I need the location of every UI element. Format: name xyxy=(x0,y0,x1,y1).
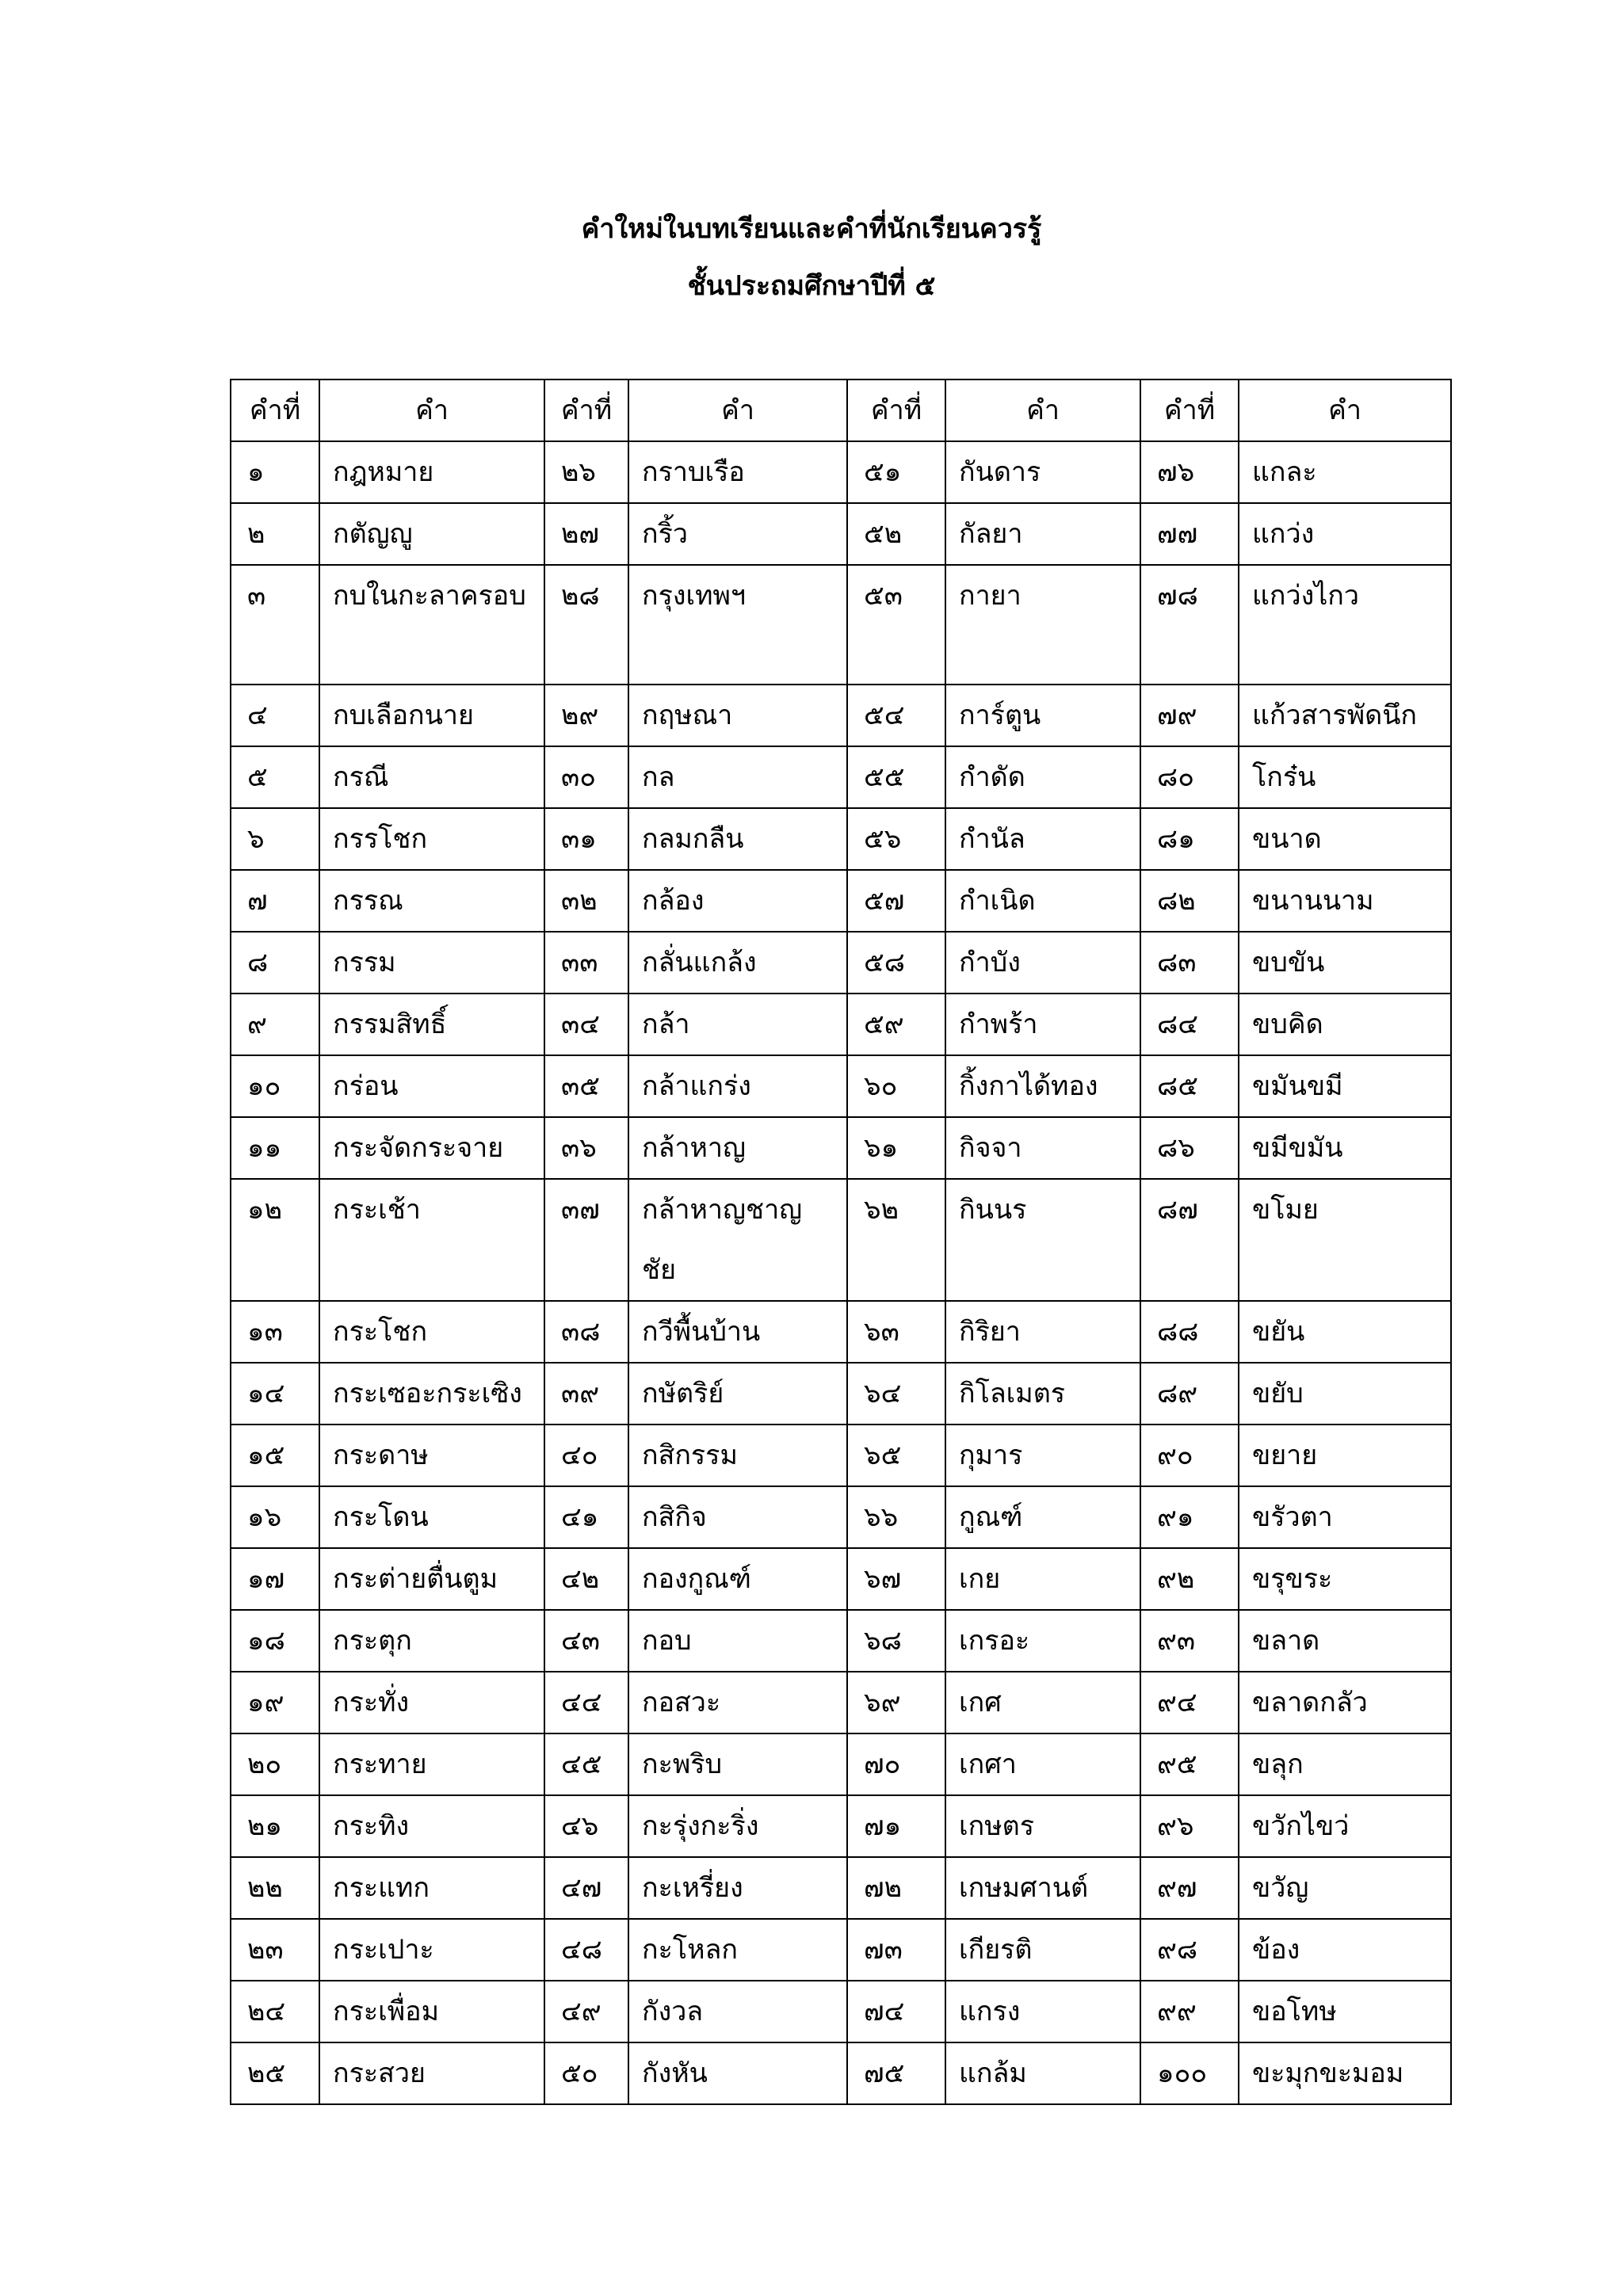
vocabulary-word: ขอโทษ xyxy=(1239,1981,1451,2042)
word-number: ๔๖ xyxy=(544,1795,628,1857)
table-row xyxy=(231,1055,1451,1117)
vocabulary-word: กระทิง xyxy=(319,1795,544,1857)
column-header-word: คำ xyxy=(628,379,847,441)
word-number: ๘๔ xyxy=(1140,994,1239,1055)
word-number: ๖๘ xyxy=(847,1610,945,1672)
vocabulary-word: กระเพื่อม xyxy=(319,1981,544,2042)
word-number: ๓๒ xyxy=(544,870,628,932)
vocabulary-word: กรุงเทพฯ xyxy=(628,565,847,685)
vocabulary-word: เกย xyxy=(945,1548,1140,1610)
word-number: ๖ xyxy=(231,808,319,870)
table-row xyxy=(231,1981,1451,2042)
vocabulary-word: กำพร้า xyxy=(945,994,1140,1055)
vocabulary-word: ขนานนาม xyxy=(1239,870,1451,932)
word-number: ๗๐ xyxy=(847,1733,945,1795)
word-number: ๙๖ xyxy=(1140,1795,1239,1857)
word-number: ๑๔ xyxy=(231,1363,319,1425)
vocabulary-word: กรณี xyxy=(319,746,544,808)
vocabulary-word: กริ้ว xyxy=(628,503,847,565)
word-number: ๕๙ xyxy=(847,994,945,1055)
vocabulary-word: กระต่ายตื่นตูม xyxy=(319,1548,544,1610)
table-row xyxy=(231,1548,1451,1610)
vocabulary-word: เกียรติ xyxy=(945,1919,1140,1981)
word-number: ๗๑ xyxy=(847,1795,945,1857)
page-subtitle: ชั้นประถมศึกษาปีที่ ๕ xyxy=(687,270,936,302)
vocabulary-word: กระสวย xyxy=(319,2042,544,2104)
word-number: ๒๒ xyxy=(231,1857,319,1919)
word-number: ๖๗ xyxy=(847,1548,945,1610)
word-number: ๓๐ xyxy=(544,746,628,808)
word-number: ๒๑ xyxy=(231,1795,319,1857)
vocabulary-word: กระเซอะกระเซิง xyxy=(319,1363,544,1425)
word-number: ๑๘ xyxy=(231,1610,319,1672)
vocabulary-word: กสิกรรม xyxy=(628,1425,847,1486)
word-number: ๑๐๐ xyxy=(1140,2042,1239,2104)
vocabulary-word: กองกูณฑ์ xyxy=(628,1548,847,1610)
vocabulary-word: กระเช้า xyxy=(319,1179,544,1301)
word-number: ๑ xyxy=(231,441,319,503)
vocabulary-word: ขรุขระ xyxy=(1239,1548,1451,1610)
word-number: ๙๗ xyxy=(1140,1857,1239,1919)
vocabulary-word: กบเลือกนาย xyxy=(319,685,544,746)
column-header-number: คำที่ xyxy=(1140,379,1239,441)
word-number: ๒๐ xyxy=(231,1733,319,1795)
word-number: ๓๑ xyxy=(544,808,628,870)
vocabulary-word: กลมกลืน xyxy=(628,808,847,870)
table-row xyxy=(231,1486,1451,1548)
word-number: ๓๕ xyxy=(544,1055,628,1117)
word-number: ๗๓ xyxy=(847,1919,945,1981)
vocabulary-word: ขลุก xyxy=(1239,1733,1451,1795)
vocabulary-word: ขลาดกลัว xyxy=(1239,1672,1451,1733)
vocabulary-word: กษัตริย์ xyxy=(628,1363,847,1425)
vocabulary-word: กระทั่ง xyxy=(319,1672,544,1733)
vocabulary-word: กรรม xyxy=(319,932,544,994)
vocabulary-word: กรรณ xyxy=(319,870,544,932)
vocabulary-word: เกษตร xyxy=(945,1795,1140,1857)
word-number: ๘๒ xyxy=(1140,870,1239,932)
vocabulary-word: ขมีขมัน xyxy=(1239,1117,1451,1179)
vocabulary-word: กังวล xyxy=(628,1981,847,2042)
vocabulary-word: กรรมสิทธิ์ xyxy=(319,994,544,1055)
column-header-word: คำ xyxy=(319,379,544,441)
vocabulary-word: กังหัน xyxy=(628,2042,847,2104)
vocabulary-word: กิริยา xyxy=(945,1301,1140,1363)
vocabulary-word: เกศา xyxy=(945,1733,1140,1795)
word-number: ๓๔ xyxy=(544,994,628,1055)
vocabulary-table xyxy=(230,379,1452,2105)
word-number: ๒๔ xyxy=(231,1981,319,2042)
table-row xyxy=(231,565,1451,685)
word-number: ๕๓ xyxy=(847,565,945,685)
vocabulary-word: กล้อง xyxy=(628,870,847,932)
vocabulary-word: ขะมุกขะมอม xyxy=(1239,2042,1451,2104)
table-row xyxy=(231,685,1451,746)
table-row xyxy=(231,1857,1451,1919)
word-number: ๙๐ xyxy=(1140,1425,1239,1486)
word-number: ๕๒ xyxy=(847,503,945,565)
word-number: ๘๙ xyxy=(1140,1363,1239,1425)
table-row xyxy=(231,1425,1451,1486)
vocabulary-word: แก้วสารพัดนึก xyxy=(1239,685,1451,746)
table-header-row xyxy=(231,379,1451,441)
word-number: ๘๐ xyxy=(1140,746,1239,808)
vocabulary-word: กำบัง xyxy=(945,932,1140,994)
word-number: ๖๖ xyxy=(847,1486,945,1548)
vocabulary-word: ข้อง xyxy=(1239,1919,1451,1981)
word-number: ๓๙ xyxy=(544,1363,628,1425)
vocabulary-word: กิจจา xyxy=(945,1117,1140,1179)
word-number: ๘ xyxy=(231,932,319,994)
column-header-word: คำ xyxy=(945,379,1140,441)
word-number: ๙๓ xyxy=(1140,1610,1239,1672)
word-number: ๖๔ xyxy=(847,1363,945,1425)
vocabulary-word: กะเหรี่ยง xyxy=(628,1857,847,1919)
word-number: ๔๒ xyxy=(544,1548,628,1610)
word-number: ๒๘ xyxy=(544,565,628,685)
word-number: ๔๑ xyxy=(544,1486,628,1548)
word-number: ๔๕ xyxy=(544,1733,628,1795)
word-number: ๘๓ xyxy=(1140,932,1239,994)
table-row xyxy=(231,2042,1451,2104)
word-number: ๕๗ xyxy=(847,870,945,932)
vocabulary-word: กำเนิด xyxy=(945,870,1140,932)
table-row xyxy=(231,1919,1451,1981)
word-number: ๒๖ xyxy=(544,441,628,503)
word-number: ๖๑ xyxy=(847,1117,945,1179)
word-number: ๕๖ xyxy=(847,808,945,870)
vocabulary-word: ขรัวตา xyxy=(1239,1486,1451,1548)
word-number: ๗๘ xyxy=(1140,565,1239,685)
word-number: ๔๙ xyxy=(544,1981,628,2042)
table-row xyxy=(231,1363,1451,1425)
word-number: ๙๙ xyxy=(1140,1981,1239,2042)
word-number: ๗๔ xyxy=(847,1981,945,2042)
vocabulary-word: ขมันขมี xyxy=(1239,1055,1451,1117)
table-row xyxy=(231,441,1451,503)
table-row xyxy=(231,1672,1451,1733)
vocabulary-word: เกษมศานต์ xyxy=(945,1857,1140,1919)
word-number: ๗๖ xyxy=(1140,441,1239,503)
word-number: ๕๘ xyxy=(847,932,945,994)
vocabulary-word: กระเปาะ xyxy=(319,1919,544,1981)
vocabulary-word: กรรโชก xyxy=(319,808,544,870)
word-number: ๙๕ xyxy=(1140,1733,1239,1795)
vocabulary-word: ขลาด xyxy=(1239,1610,1451,1672)
vocabulary-word: กัลยา xyxy=(945,503,1140,565)
word-number: ๙๘ xyxy=(1140,1919,1239,1981)
vocabulary-word: กอบ xyxy=(628,1610,847,1672)
vocabulary-word: กล้าหาญชาญชัย xyxy=(628,1179,847,1301)
column-header-number: คำที่ xyxy=(847,379,945,441)
vocabulary-word: กิ้งกาได้ทอง xyxy=(945,1055,1140,1117)
word-number: ๓ xyxy=(231,565,319,685)
word-number: ๑๖ xyxy=(231,1486,319,1548)
vocabulary-word: กระโดน xyxy=(319,1486,544,1548)
word-number: ๑๒ xyxy=(231,1179,319,1301)
word-number: ๔๔ xyxy=(544,1672,628,1733)
vocabulary-word: ขยัน xyxy=(1239,1301,1451,1363)
table-row xyxy=(231,1610,1451,1672)
vocabulary-word: แกล้ม xyxy=(945,2042,1140,2104)
word-number: ๒๕ xyxy=(231,2042,319,2104)
word-number: ๕๕ xyxy=(847,746,945,808)
word-number: ๔๗ xyxy=(544,1857,628,1919)
vocabulary-word: ขวักไขว่ xyxy=(1239,1795,1451,1857)
word-number: ๙ xyxy=(231,994,319,1055)
column-header-number: คำที่ xyxy=(231,379,319,441)
word-number: ๙๒ xyxy=(1140,1548,1239,1610)
vocabulary-word: กระจัดกระจาย xyxy=(319,1117,544,1179)
vocabulary-word: กวีพื้นบ้าน xyxy=(628,1301,847,1363)
vocabulary-word: กล้าแกร่ง xyxy=(628,1055,847,1117)
vocabulary-word: ขวัญ xyxy=(1239,1857,1451,1919)
word-number: ๑๑ xyxy=(231,1117,319,1179)
word-number: ๑๕ xyxy=(231,1425,319,1486)
vocabulary-word: กตัญญู xyxy=(319,503,544,565)
word-number: ๗ xyxy=(231,870,319,932)
vocabulary-word: ขยาย xyxy=(1239,1425,1451,1486)
vocabulary-word: กระดาษ xyxy=(319,1425,544,1486)
table-row xyxy=(231,1733,1451,1795)
word-number: ๔๘ xyxy=(544,1919,628,1981)
vocabulary-word: กะรุ่งกะริ่ง xyxy=(628,1795,847,1857)
word-number: ๔๓ xyxy=(544,1610,628,1672)
vocabulary-word: กล้า xyxy=(628,994,847,1055)
column-header-number: คำที่ xyxy=(544,379,628,441)
word-number: ๑๙ xyxy=(231,1672,319,1733)
word-number: ๒๙ xyxy=(544,685,628,746)
vocabulary-word: กระทาย xyxy=(319,1733,544,1795)
column-header-word: คำ xyxy=(1239,379,1451,441)
word-number: ๗๙ xyxy=(1140,685,1239,746)
vocabulary-word: กล xyxy=(628,746,847,808)
word-number: ๑๐ xyxy=(231,1055,319,1117)
word-number: ๕๐ xyxy=(544,2042,628,2104)
table-row xyxy=(231,870,1451,932)
vocabulary-word: กระตุก xyxy=(319,1610,544,1672)
vocabulary-word: ขนาด xyxy=(1239,808,1451,870)
vocabulary-word: ขบขัน xyxy=(1239,932,1451,994)
word-number: ๗๗ xyxy=(1140,503,1239,565)
vocabulary-word: กล้าหาญ xyxy=(628,1117,847,1179)
vocabulary-word: กุมาร xyxy=(945,1425,1140,1486)
vocabulary-word: กฤษณา xyxy=(628,685,847,746)
table-row xyxy=(231,994,1451,1055)
word-number: ๑๗ xyxy=(231,1548,319,1610)
vocabulary-word: กฎหมาย xyxy=(319,441,544,503)
vocabulary-word: ขบคิด xyxy=(1239,994,1451,1055)
vocabulary-word: กะพริบ xyxy=(628,1733,847,1795)
vocabulary-word: กูณฑ์ xyxy=(945,1486,1140,1548)
vocabulary-word: เกศ xyxy=(945,1672,1140,1733)
word-number: ๖๒ xyxy=(847,1179,945,1301)
word-number: ๓๓ xyxy=(544,932,628,994)
word-number: ๘๖ xyxy=(1140,1117,1239,1179)
word-number: ๙๔ xyxy=(1140,1672,1239,1733)
word-number: ๔๐ xyxy=(544,1425,628,1486)
word-number: ๒๓ xyxy=(231,1919,319,1981)
word-number: ๒ xyxy=(231,503,319,565)
vocabulary-word: การ์ตูน xyxy=(945,685,1140,746)
vocabulary-word: กระแทก xyxy=(319,1857,544,1919)
vocabulary-word: ขยับ xyxy=(1239,1363,1451,1425)
vocabulary-word: กันดาร xyxy=(945,441,1140,503)
word-number: ๗๒ xyxy=(847,1857,945,1919)
word-number: ๔ xyxy=(231,685,319,746)
table-row xyxy=(231,1795,1451,1857)
word-number: ๕๑ xyxy=(847,441,945,503)
vocabulary-word: กิโลเมตร xyxy=(945,1363,1140,1425)
vocabulary-word: กำนัล xyxy=(945,808,1140,870)
vocabulary-word: กำดัด xyxy=(945,746,1140,808)
table-row xyxy=(231,503,1451,565)
word-number: ๓๗ xyxy=(544,1179,628,1301)
word-number: ๑๓ xyxy=(231,1301,319,1363)
word-number: ๖๙ xyxy=(847,1672,945,1733)
vocabulary-word: แกว่งไกว xyxy=(1239,565,1451,685)
vocabulary-word: กอสวะ xyxy=(628,1672,847,1733)
word-number: ๗๕ xyxy=(847,2042,945,2104)
vocabulary-word: กราบเรือ xyxy=(628,441,847,503)
table-row xyxy=(231,1117,1451,1179)
vocabulary-word: กายา xyxy=(945,565,1140,685)
vocabulary-word: กร่อน xyxy=(319,1055,544,1117)
word-number: ๕๔ xyxy=(847,685,945,746)
word-number: ๖๕ xyxy=(847,1425,945,1486)
word-number: ๘๗ xyxy=(1140,1179,1239,1301)
vocabulary-word: ขโมย xyxy=(1239,1179,1451,1301)
table-row xyxy=(231,1301,1451,1363)
word-number: ๖๐ xyxy=(847,1055,945,1117)
vocabulary-word: กะโหลก xyxy=(628,1919,847,1981)
word-number: ๘๘ xyxy=(1140,1301,1239,1363)
word-number: ๒๗ xyxy=(544,503,628,565)
word-number: ๘๑ xyxy=(1140,808,1239,870)
word-number: ๙๑ xyxy=(1140,1486,1239,1548)
table-row xyxy=(231,746,1451,808)
word-number: ๓๘ xyxy=(544,1301,628,1363)
word-number: ๓๖ xyxy=(544,1117,628,1179)
vocabulary-word: เกรอะ xyxy=(945,1610,1140,1672)
word-number: ๕ xyxy=(231,746,319,808)
page-title: คำใหม่ในบทเรียนและคำที่นักเรียนควรรู้ xyxy=(581,213,1042,245)
word-number: ๖๓ xyxy=(847,1301,945,1363)
table-row xyxy=(231,808,1451,870)
vocabulary-word: กินนร xyxy=(945,1179,1140,1301)
vocabulary-word: โกร๋น xyxy=(1239,746,1451,808)
vocabulary-word: กบในกะลาครอบ xyxy=(319,565,544,685)
vocabulary-word: กลั่นแกล้ง xyxy=(628,932,847,994)
table-row xyxy=(231,1179,1451,1301)
word-number: ๘๕ xyxy=(1140,1055,1239,1117)
vocabulary-word: แกละ xyxy=(1239,441,1451,503)
vocabulary-word: กสิกิจ xyxy=(628,1486,847,1548)
vocabulary-word: แกรง xyxy=(945,1981,1140,2042)
vocabulary-word: แกว่ง xyxy=(1239,503,1451,565)
table-row xyxy=(231,932,1451,994)
vocabulary-word: กระโชก xyxy=(319,1301,544,1363)
